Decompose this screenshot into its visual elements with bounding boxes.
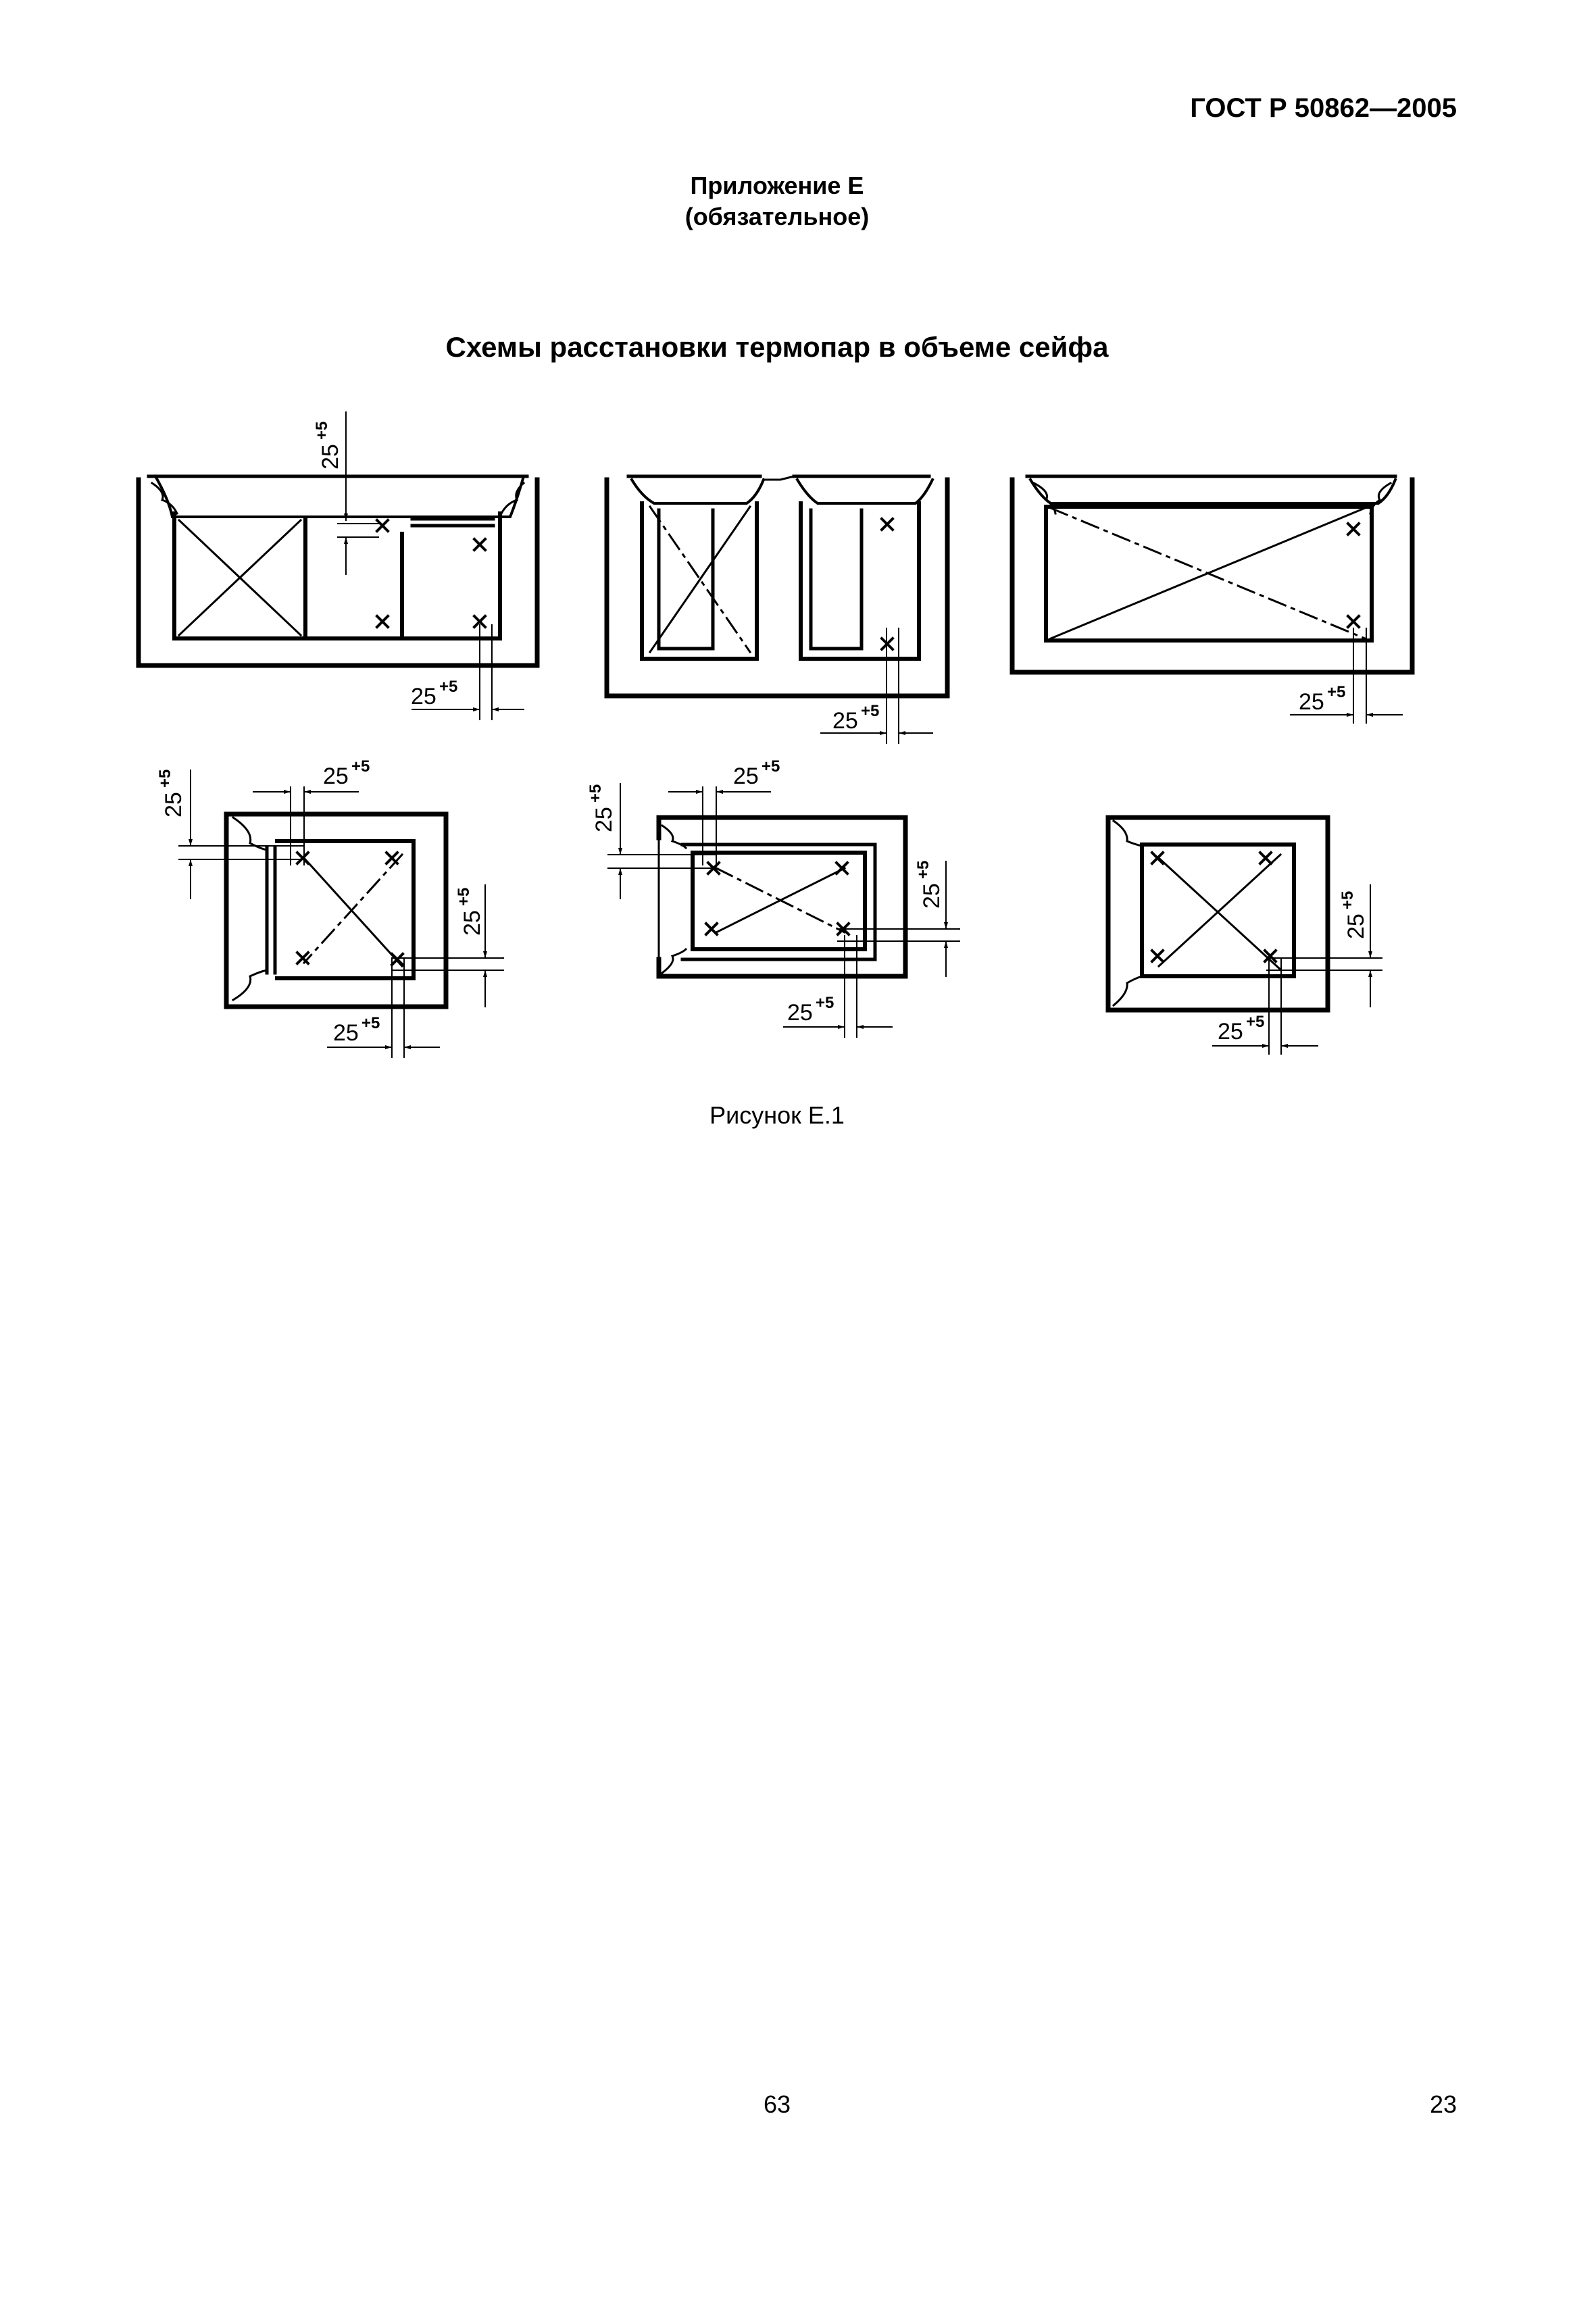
dim-label: [832, 702, 879, 734]
dim-label: [587, 784, 617, 832]
page-number-center: 63: [763, 2090, 791, 2118]
svg-text:25: 25: [1299, 689, 1324, 715]
svg-text:25: 25: [832, 708, 858, 734]
page-number-right: 23: [1429, 2090, 1457, 2118]
svg-text:+5: +5: [313, 421, 331, 440]
dim-label: [787, 994, 834, 1026]
svg-text:+5: +5: [816, 994, 834, 1012]
svg-text:+5: +5: [455, 887, 473, 906]
dimension-labels: [156, 422, 1369, 1046]
svg-text:25: 25: [591, 807, 617, 832]
svg-text:+5: +5: [351, 757, 370, 776]
svg-text:25: 25: [733, 763, 759, 789]
svg-text:+5: +5: [1246, 1013, 1265, 1031]
svg-text:25: 25: [411, 684, 437, 709]
diagram-bottom-middle: [608, 784, 959, 1037]
dim-label: [733, 757, 780, 789]
svg-text:25: 25: [1218, 1019, 1243, 1045]
svg-text:+5: +5: [1339, 890, 1357, 909]
svg-text:+5: +5: [156, 769, 174, 788]
document-header: ГОСТ Р 50862—2005: [1190, 93, 1457, 123]
svg-text:+5: +5: [439, 678, 458, 696]
svg-text:+5: +5: [361, 1014, 380, 1032]
svg-text:25: 25: [323, 763, 349, 789]
svg-text:25: 25: [333, 1020, 359, 1046]
svg-text:+5: +5: [587, 784, 605, 803]
dim-label: [156, 770, 186, 818]
diagram-bottom-left: [179, 770, 503, 1057]
diagram-top-middle: [607, 476, 947, 743]
svg-text:25: 25: [459, 910, 485, 936]
svg-text:+5: +5: [1327, 683, 1346, 701]
dim-label: [1339, 891, 1369, 939]
svg-text:25: 25: [787, 1000, 813, 1026]
svg-text:+5: +5: [762, 757, 780, 776]
thermocouple-layout-figure: [0, 0, 1596, 1095]
annex-title: Приложение Е: [690, 172, 864, 199]
annex-status: (обязательное): [684, 203, 870, 230]
svg-text:25: 25: [919, 883, 945, 909]
svg-text:25: 25: [1343, 913, 1369, 939]
dim-label: [333, 1014, 380, 1046]
dim-label: [1299, 683, 1345, 715]
svg-text:+5: +5: [861, 702, 880, 720]
figure-caption: Рисунок Е.1: [709, 1101, 845, 1129]
diagram-top-right: [1012, 476, 1412, 723]
svg-text:25: 25: [161, 792, 186, 818]
dim-label: [455, 888, 485, 936]
dim-label: [313, 422, 343, 470]
dim-label: [1218, 1013, 1264, 1045]
svg-text:25: 25: [318, 444, 343, 470]
dim-label: [914, 861, 945, 909]
svg-text:+5: +5: [914, 860, 932, 879]
dim-label: [323, 757, 370, 789]
dim-label: [411, 678, 457, 709]
diagram-bottom-right: [1108, 818, 1382, 1054]
section-title: Схемы расстановки термопар в объеме сейфа: [445, 331, 1109, 363]
